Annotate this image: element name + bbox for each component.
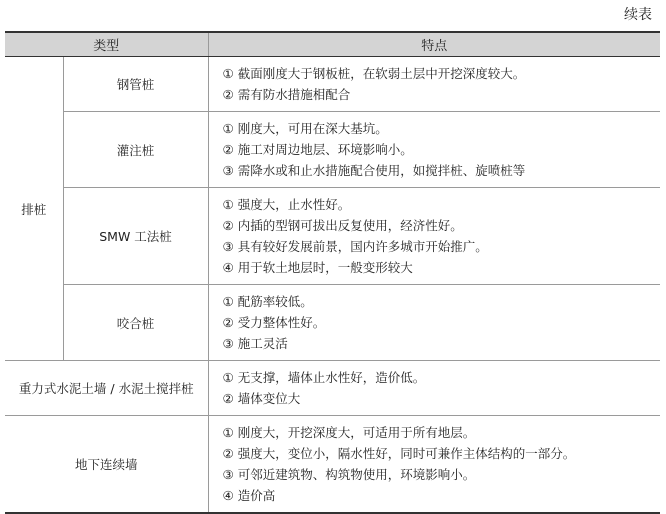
feature-line: ① 截面刚度大于钢板桩，在软弱土层中开挖深度较大。: [222, 66, 526, 81]
row-features: [208, 416, 660, 514]
group-label: 排桩: [5, 57, 63, 361]
feature-line: ④ 造价高: [222, 488, 276, 503]
feature-line: ① 无支撑，墙体止水性好，造价低。: [222, 370, 426, 385]
row-type: 咬合桩: [63, 285, 208, 361]
row-features: [208, 112, 660, 188]
header-feature: 特点: [208, 32, 660, 57]
feature-line: ② 强度大，变位小，隔水性好，同时可兼作主体结构的一部分。: [222, 446, 576, 461]
row-type: 重力式水泥土墙 / 水泥土搅拌桩: [5, 361, 208, 416]
feature-line: ① 刚度大，开挖深度大，可适用于所有地层。: [222, 425, 476, 440]
feature-line: ① 配筋率较低。: [222, 294, 313, 309]
feature-line: ① 刚度大，可用在深大基坑。: [222, 121, 388, 136]
feature-line: ② 施工对周边地层、环境影响小。: [222, 142, 413, 157]
feature-line: ③ 施工灵活: [222, 336, 288, 351]
row-type: SMW 工法桩: [63, 188, 208, 285]
row-type: 钢管桩: [63, 57, 208, 112]
row-type: 灌注桩: [63, 112, 208, 188]
header-type: 类型: [5, 32, 208, 57]
table-row: [5, 285, 660, 361]
feature-line: ③ 需降水或和止水措施配合使用，如搅拌桩、旋喷桩等: [222, 163, 526, 178]
feature-line: ③ 具有较好发展前景，国内许多城市开始推广。: [222, 239, 488, 254]
feature-line: ② 受力整体性好。: [222, 315, 326, 330]
row-features: [208, 57, 660, 112]
feature-line: ④ 用于软土地层时，一般变形较大: [222, 260, 413, 275]
table-row: [5, 361, 660, 416]
feature-line: ③ 可邻近建筑物、构筑物使用，环境影响小。: [222, 467, 476, 482]
table-row: [5, 57, 660, 112]
table-row: [5, 112, 660, 188]
table-row: [5, 416, 660, 514]
table-caption: 续表: [624, 7, 652, 23]
row-features: [208, 188, 660, 285]
row-features: [208, 285, 660, 361]
table-row: [5, 188, 660, 285]
row-features: [208, 361, 660, 416]
comparison-table: [5, 31, 660, 514]
feature-line: ② 内插的型钢可拔出反复使用，经济性好。: [222, 218, 463, 233]
feature-line: ② 墙体变位大: [222, 391, 301, 406]
header-row: [5, 32, 660, 57]
feature-line: ① 强度大，止水性好。: [222, 197, 351, 212]
feature-line: ② 需有防水措施相配合: [222, 87, 351, 102]
row-type: 地下连续墙: [5, 416, 208, 514]
